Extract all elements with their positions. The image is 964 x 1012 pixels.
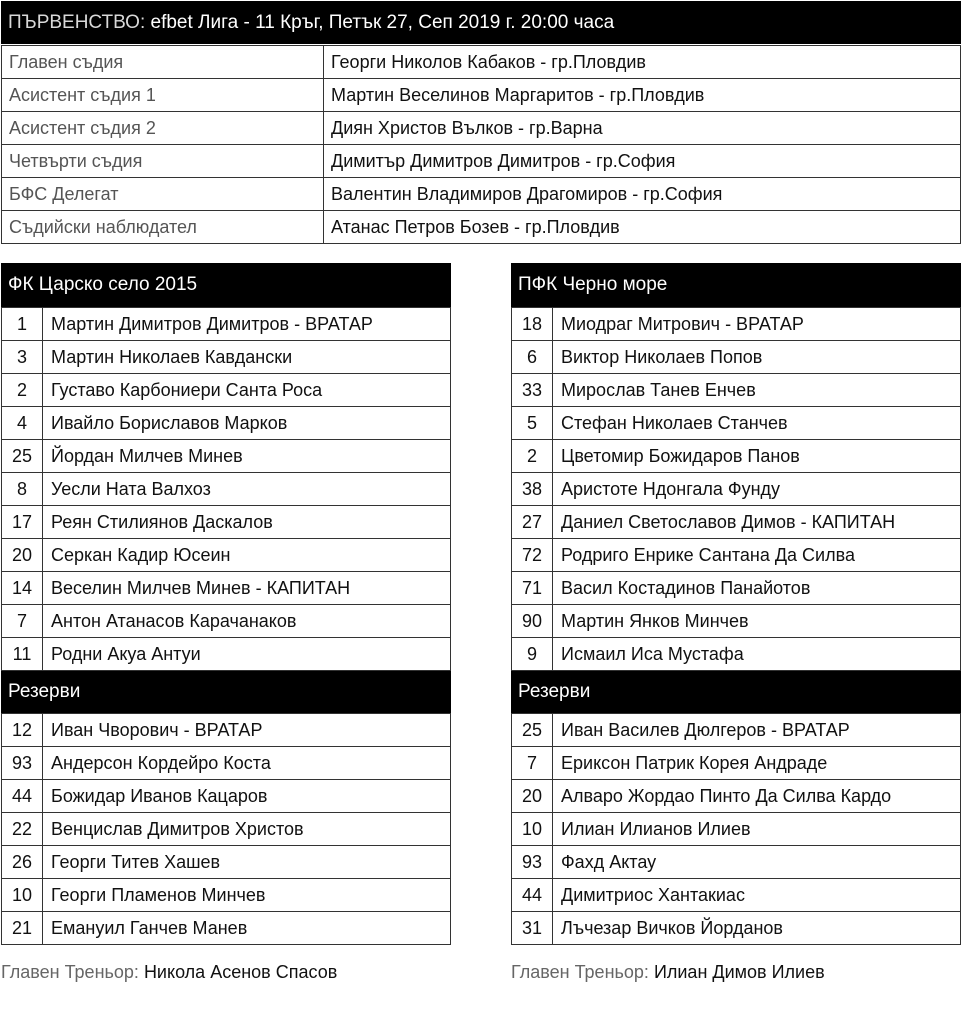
official-name: Диян Христов Вълков - гр.Варна — [324, 112, 961, 145]
reserve-row — [512, 912, 961, 945]
player-number: 72 — [512, 539, 553, 572]
away-head-coach — [511, 962, 825, 983]
reserve-table — [1, 713, 451, 945]
player-name: Антон Атанасов Карачанаков — [43, 605, 451, 638]
player-number: 71 — [512, 572, 553, 605]
starter-row — [2, 572, 451, 605]
match-header — [1, 1, 961, 44]
player-number: 14 — [2, 572, 43, 605]
player-number: 27 — [512, 506, 553, 539]
reserve-row — [2, 879, 451, 912]
official-name: Мартин Веселинов Маргаритов - гр.Пловдив — [324, 79, 961, 112]
player-number: 33 — [512, 374, 553, 407]
player-name: Алваро Жордао Пинто Да Силва Кардо — [553, 780, 961, 813]
player-number: 6 — [512, 341, 553, 374]
player-name: Божидар Иванов Кацаров — [43, 780, 451, 813]
player-number: 44 — [512, 879, 553, 912]
reserve-row — [2, 747, 451, 780]
starter-row — [2, 605, 451, 638]
player-number: 25 — [512, 714, 553, 747]
match-info: efbet Лига - 11 Кръг, Петък 27, Сеп 2019 г. 20:00 часа — [150, 12, 615, 33]
player-name: Ивайло Бориславов Марков — [43, 407, 451, 440]
reserve-row — [2, 780, 451, 813]
starter-row — [512, 374, 961, 407]
player-number: 4 — [2, 407, 43, 440]
player-number: 7 — [512, 747, 553, 780]
official-role: Главен съдия — [2, 46, 324, 79]
starter-table — [511, 307, 961, 671]
home-team-lineup — [1, 263, 451, 945]
reserve-row — [512, 747, 961, 780]
starter-row — [512, 638, 961, 671]
player-name: Мартин Янков Минчев — [553, 605, 961, 638]
player-number: 10 — [2, 879, 43, 912]
reserve-row — [512, 846, 961, 879]
player-name: Виктор Николаев Попов — [553, 341, 961, 374]
official-row — [2, 46, 961, 79]
player-number: 11 — [2, 638, 43, 671]
player-name: Мартин Николаев Кавдански — [43, 341, 451, 374]
official-name: Димитър Димитров Димитров - гр.София — [324, 145, 961, 178]
starter-row — [512, 308, 961, 341]
player-name: Йордан Милчев Минев — [43, 440, 451, 473]
player-name: Реян Стилиянов Даскалов — [43, 506, 451, 539]
starter-row — [512, 506, 961, 539]
player-name: Иван Василев Дюлгеров - ВРАТАР — [553, 714, 961, 747]
official-role: Съдийски наблюдател — [2, 211, 324, 244]
team-name: ФК Царско село 2015 — [1, 263, 451, 307]
player-number: 20 — [2, 539, 43, 572]
starter-table — [1, 307, 451, 671]
player-name: Серкан Кадир Юсеин — [43, 539, 451, 572]
reserve-row — [2, 846, 451, 879]
player-number: 20 — [512, 780, 553, 813]
official-role: Асистент съдия 2 — [2, 112, 324, 145]
reserve-row — [2, 912, 451, 945]
officials-table — [1, 45, 961, 244]
player-name: Фахд Актау — [553, 846, 961, 879]
championship-label: ПЪРВЕНСТВО: — [8, 12, 146, 33]
player-number: 93 — [2, 747, 43, 780]
player-name: Уесли Ната Валхоз — [43, 473, 451, 506]
player-number: 8 — [2, 473, 43, 506]
official-role: Четвърти съдия — [2, 145, 324, 178]
official-row — [2, 112, 961, 145]
starter-row — [512, 473, 961, 506]
player-number: 90 — [512, 605, 553, 638]
player-name: Цветомир Божидаров Панов — [553, 440, 961, 473]
starter-row — [512, 539, 961, 572]
player-name: Родни Акуа Антуи — [43, 638, 451, 671]
player-number: 5 — [512, 407, 553, 440]
player-number: 7 — [2, 605, 43, 638]
player-name: Мирослав Танев Енчев — [553, 374, 961, 407]
official-row — [2, 211, 961, 244]
player-number: 18 — [512, 308, 553, 341]
player-name: Даниел Светославов Димов - КАПИТАН — [553, 506, 961, 539]
official-role: БФС Делегат — [2, 178, 324, 211]
player-name: Исмаил Иса Мустафа — [553, 638, 961, 671]
player-number: 38 — [512, 473, 553, 506]
starter-row — [2, 308, 451, 341]
starter-row — [2, 539, 451, 572]
official-name: Георги Николов Кабаков - гр.Пловдив — [324, 46, 961, 79]
official-name: Атанас Петров Бозев - гр.Пловдив — [324, 211, 961, 244]
player-name: Васил Костадинов Панайотов — [553, 572, 961, 605]
player-number: 3 — [2, 341, 43, 374]
away-team-lineup — [511, 263, 961, 945]
starter-row — [2, 374, 451, 407]
starter-row — [2, 506, 451, 539]
player-number: 17 — [2, 506, 43, 539]
head-coach-name: Илиан Димов Илиев — [653, 962, 825, 982]
starter-row — [2, 473, 451, 506]
player-number: 26 — [2, 846, 43, 879]
reserve-table — [511, 713, 961, 945]
player-name: Веселин Милчев Минев - КАПИТАН — [43, 572, 451, 605]
player-name: Мартин Димитров Димитров - ВРАТАР — [43, 308, 451, 341]
official-row — [2, 178, 961, 211]
starter-row — [512, 407, 961, 440]
player-name: Густаво Карбониери Санта Роса — [43, 374, 451, 407]
reserves-heading: Резерви — [1, 671, 451, 713]
player-number: 9 — [512, 638, 553, 671]
player-name: Родриго Енрике Сантана Да Силва — [553, 539, 961, 572]
player-name: Ериксон Патрик Корея Андраде — [553, 747, 961, 780]
reserve-row — [512, 879, 961, 912]
player-name: Илиан Илианов Илиев — [553, 813, 961, 846]
player-number: 44 — [2, 780, 43, 813]
player-number: 25 — [2, 440, 43, 473]
starter-row — [2, 407, 451, 440]
head-coach-label: Главен Треньор: — [1, 962, 139, 982]
reserve-row — [512, 780, 961, 813]
player-name: Димитриос Хантакиас — [553, 879, 961, 912]
player-name: Емануил Ганчев Манев — [43, 912, 451, 945]
starter-row — [512, 440, 961, 473]
starter-row — [2, 440, 451, 473]
player-number: 21 — [2, 912, 43, 945]
head-coach-label: Главен Треньор: — [511, 962, 649, 982]
player-number: 12 — [2, 714, 43, 747]
player-name: Иван Чворович - ВРАТАР — [43, 714, 451, 747]
official-row — [2, 145, 961, 178]
reserve-row — [512, 813, 961, 846]
player-number: 10 — [512, 813, 553, 846]
player-name: Аристоте Ндонгала Фунду — [553, 473, 961, 506]
starter-row — [2, 341, 451, 374]
player-number: 93 — [512, 846, 553, 879]
player-number: 2 — [2, 374, 43, 407]
player-name: Андерсон Кордейро Коста — [43, 747, 451, 780]
official-role: Асистент съдия 1 — [2, 79, 324, 112]
home-head-coach — [1, 962, 337, 983]
player-number: 22 — [2, 813, 43, 846]
reserve-row — [2, 714, 451, 747]
official-row — [2, 79, 961, 112]
head-coach-name: Никола Асенов Спасов — [143, 962, 338, 982]
starter-row — [512, 605, 961, 638]
official-name: Валентин Владимиров Драгомиров - гр.София — [324, 178, 961, 211]
player-name: Стефан Николаев Станчев — [553, 407, 961, 440]
starter-row — [512, 572, 961, 605]
player-name: Георги Пламенов Минчев — [43, 879, 451, 912]
reserves-heading: Резерви — [511, 671, 961, 713]
player-number: 31 — [512, 912, 553, 945]
starter-row — [2, 638, 451, 671]
player-name: Лъчезар Вичков Йорданов — [553, 912, 961, 945]
starter-row — [512, 341, 961, 374]
player-name: Георги Титев Хашев — [43, 846, 451, 879]
player-number: 1 — [2, 308, 43, 341]
player-name: Венцислав Димитров Христов — [43, 813, 451, 846]
player-name: Миодраг Митрович - ВРАТАР — [553, 308, 961, 341]
player-number: 2 — [512, 440, 553, 473]
team-name: ПФК Черно море — [511, 263, 961, 307]
reserve-row — [2, 813, 451, 846]
reserve-row — [512, 714, 961, 747]
